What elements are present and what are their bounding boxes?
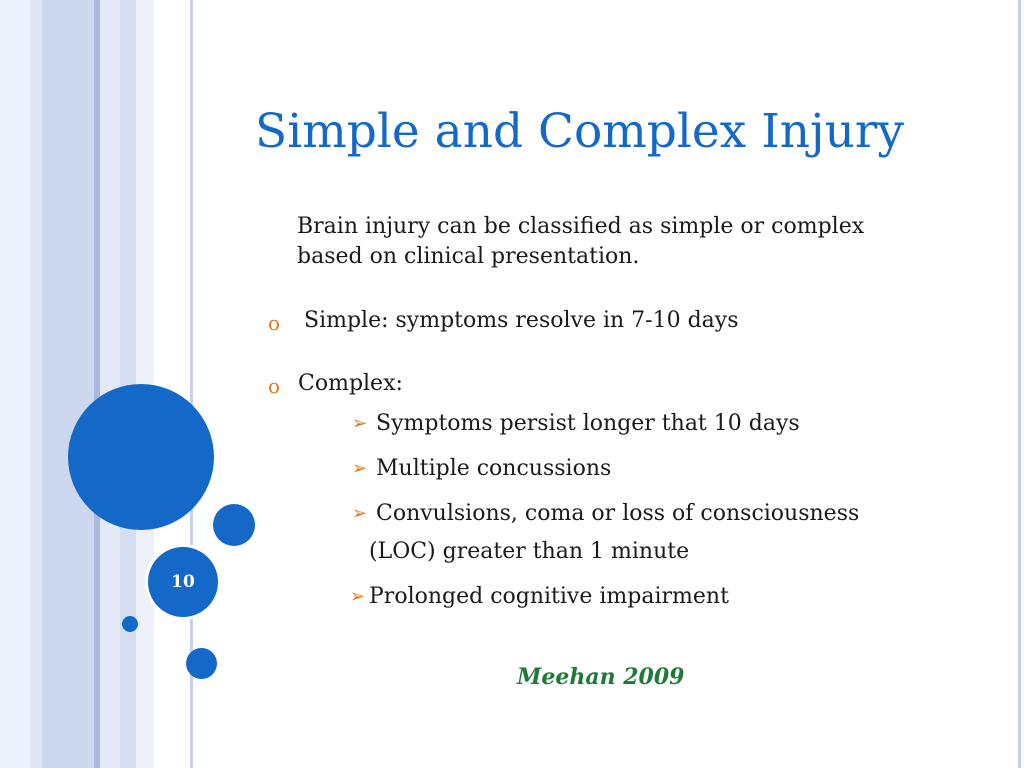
decorative-stripe bbox=[30, 0, 42, 768]
circle-bullet-icon: o bbox=[268, 374, 281, 398]
bullet-simple: Simple: symptoms resolve in 7-10 days bbox=[304, 308, 739, 333]
sub-bullet: Multiple concussions bbox=[376, 456, 612, 481]
circle-bullet-icon: o bbox=[268, 311, 281, 335]
decorative-line bbox=[1018, 0, 1021, 768]
bullet-complex: Complex: bbox=[298, 371, 403, 396]
decorative-circle-small bbox=[186, 648, 217, 679]
slide-number: 10 bbox=[171, 572, 195, 592]
arrow-bullet-icon: ➢ bbox=[352, 458, 368, 479]
decorative-stripe bbox=[100, 0, 120, 768]
sub-bullet: Prolonged cognitive impairment bbox=[369, 584, 729, 609]
decorative-stripe bbox=[0, 0, 30, 768]
slide-title: Simple and Complex Injury bbox=[255, 104, 904, 159]
slide-number-badge bbox=[148, 547, 218, 617]
decorative-circle-medium bbox=[213, 504, 255, 546]
arrow-bullet-icon: ➢ bbox=[350, 586, 366, 607]
sub-bullet: Symptoms persist longer that 10 days bbox=[376, 411, 800, 436]
decorative-stripe bbox=[42, 0, 94, 768]
sub-bullet: Convulsions, coma or loss of consciousness bbox=[376, 501, 860, 526]
intro-text-line2: based on clinical presentation. bbox=[297, 244, 640, 269]
arrow-bullet-icon: ➢ bbox=[352, 503, 368, 524]
arrow-bullet-icon: ➢ bbox=[352, 413, 368, 434]
intro-text-line1: Brain injury can be classified as simple or complex bbox=[297, 214, 865, 239]
citation: Meehan 2009 bbox=[517, 664, 685, 690]
decorative-circle-large bbox=[68, 384, 214, 530]
sub-bullet-continuation: (LOC) greater than 1 minute bbox=[369, 539, 690, 564]
decorative-circle-small bbox=[122, 616, 138, 632]
